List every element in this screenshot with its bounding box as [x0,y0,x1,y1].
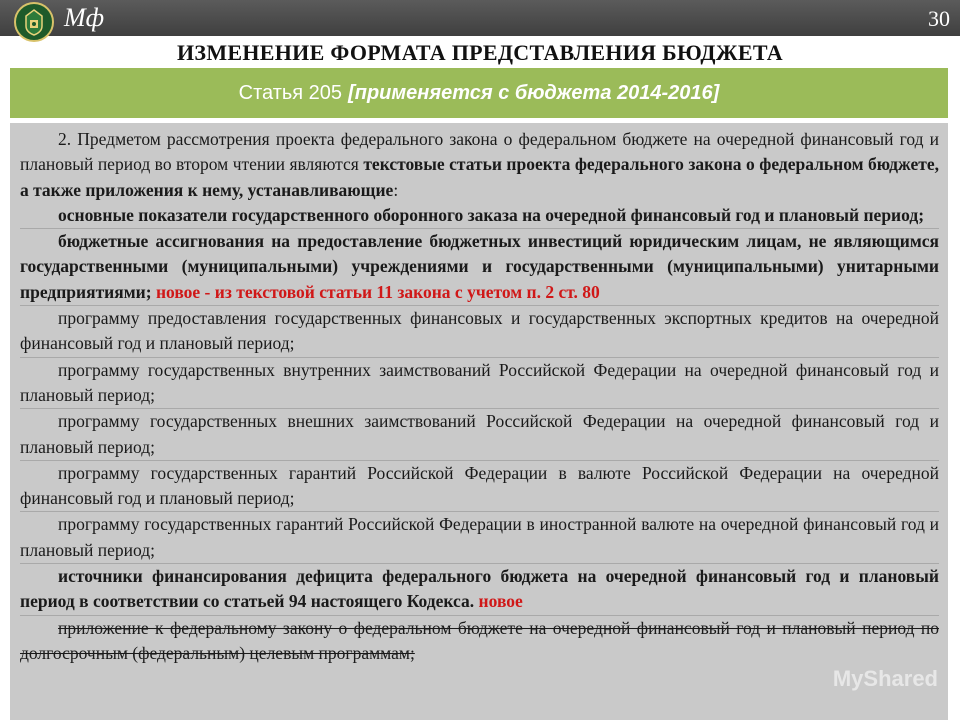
ministry-emblem-icon [14,2,54,42]
new-note: новое - из текстовой статьи 11 закона с учетом п. 2 ст. 80 [155,281,600,302]
paragraph-guarantees-foreign: программу государственных гарантий Российской Федерации в иностранной валюте на очередной финансовый год и плановый период; [20,511,939,563]
paragraph-internal-borrowing: программу государственных внутренних заимствований Российской Федерации на очередной финансовый год и плановый период; [20,357,939,409]
article-text [10,123,948,720]
paragraph-investments: бюджетные ассигнования на предоставление бюджетных инвестиций юридическим лицам, не являющимся государственными (муниципальными) учреждениями и государственными (муниципальными) унитарными предприятиями; новое - из текстовой статьи 11 закона с учетом п. 2 ст. 80 [20,228,939,305]
article-header [10,68,948,118]
brand-logo-text: Мф [64,3,105,32]
paragraph-intro: 2. Предметом рассмотрения проекта федерального закона о федеральном бюджете на очередной финансовый год и плановый период во втором чтении являются текстовые статьи проекта федерального закона о федеральном бюджете, а также приложения к нему, устанавливающие: [20,129,939,200]
paragraph-export-credits: программу предоставления государственных финансовых и государственных экспортных кредитов на очередной финансовый год и плановый период; [20,305,939,357]
paragraph-external-borrowing: программу государственных внешних заимствований Российской Федерации на очередной финансовый год и плановый период; [20,408,939,460]
article-label: Статья 205 [238,81,343,104]
article-note: [применяется с бюджета 2014-2016] [348,81,720,104]
top-bar [0,0,960,36]
slide-number: 30 [928,6,950,31]
new-note: новое [478,591,523,612]
paragraph-target-programs: приложение к федеральному закону о федеральном бюджете на очередной финансовый год и плановый период по долгосрочным (федеральным) целевым программам; [20,615,939,667]
paragraph-deficit-sources: источники финансирования дефицита федерального бюджета на очередной финансовый год и плановый период в соответствии со статьей 94 настоящего Кодекса. новое [20,563,939,615]
paragraph-guarantees-rub: программу государственных гарантий Российской Федерации в валюте Российской Федерации на очередной финансовый год и плановый период; [20,460,939,512]
paragraph-defense-order: основные показатели государственного оборонного заказа на очередной финансовый год и плановый период; [58,204,925,225]
watermark: MyShared [832,666,938,691]
slide-title: ИЗМЕНЕНИЕ ФОРМАТА ПРЕДСТАВЛЕНИЯ БЮДЖЕТА [177,40,783,65]
